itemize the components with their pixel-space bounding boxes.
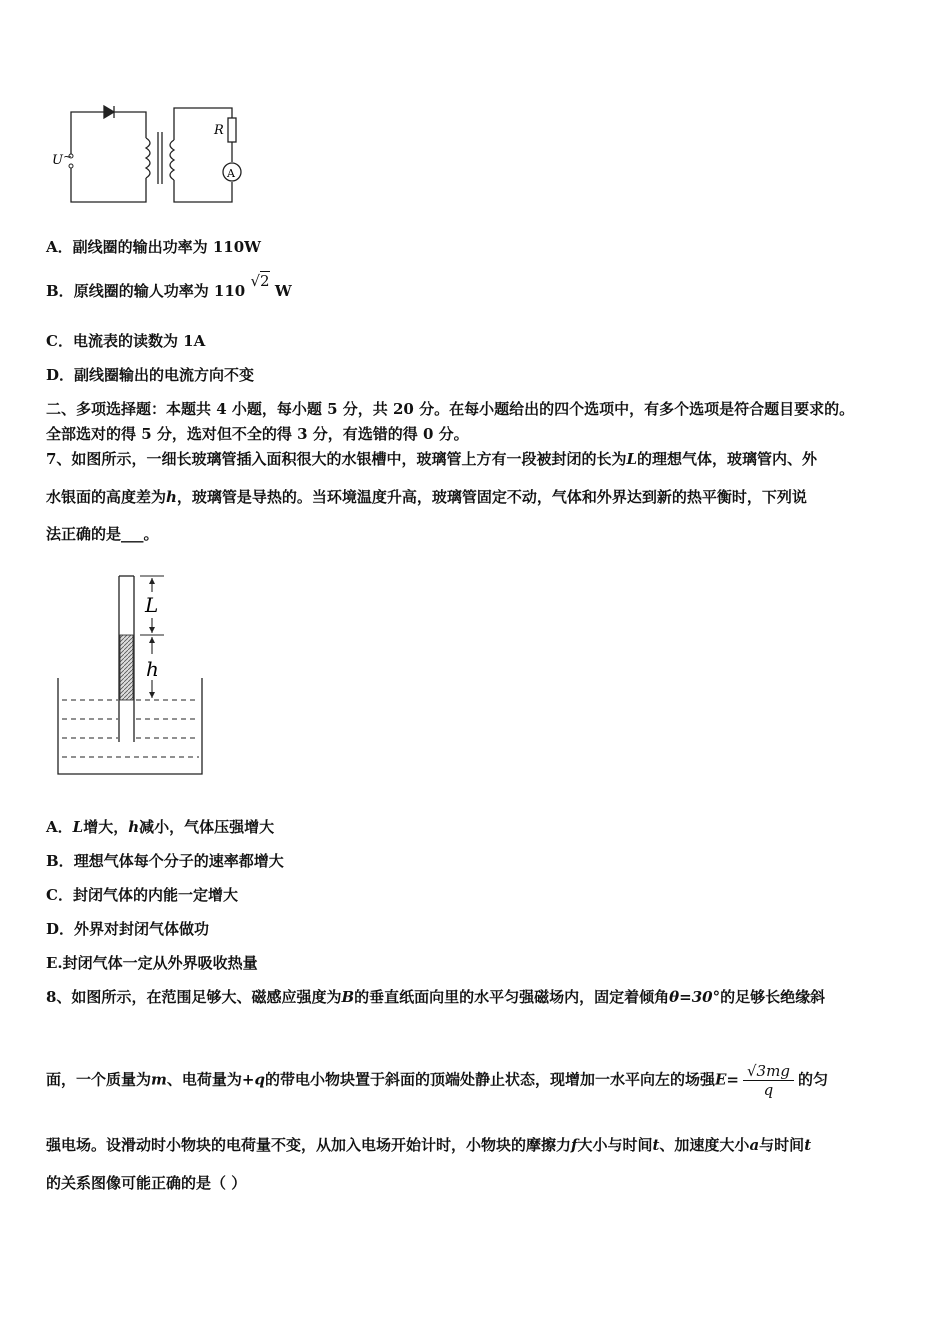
ac-tilde: ~ <box>63 150 73 163</box>
length-label-l: L <box>145 593 159 617</box>
section2-line2: 全部选对的得 5 分，选对但不全的得 3 分，有选错的得 0 分。 <box>46 425 469 443</box>
q6-option-a: A．副线圈的输出功率为 110W <box>46 238 262 256</box>
q7-stem-line2: 水银面的高度差为h，玻璃管是导热的。当环境温度升高，玻璃管固定不动，气体和外界达到新的热平衡时，下列说 <box>46 488 807 506</box>
sqrt-symbol: √2 <box>250 272 270 290</box>
q7-option-a: A．L增大，h减小，气体压强增大 <box>46 818 275 836</box>
q8-stem-line1: 8、如图所示，在范围足够大、磁感应强度为B的垂直纸面向里的水平匀强磁场内，固定着倾角θ=30°的足够长绝缘斜 <box>46 988 826 1006</box>
q6-option-b: B．原线圈的输人功率为 110 √2 W <box>46 272 292 300</box>
q7-option-e: E.封闭气体一定从外界吸收热量 <box>46 954 258 972</box>
voltage-label-u: U <box>52 153 63 168</box>
field-strength-fraction: $\frac{√3mg}{q}$ <box>743 1062 794 1099</box>
q8-stem-line2: 面，一个质量为m、电荷量为+q的带电小物块置于斜面的顶端处静止状态，现增加一水平向左的场强E= $\frac{√3mg}{q}$ 的匀 <box>46 1062 828 1099</box>
resistor-label-r: R <box>214 123 224 138</box>
section2-line1: 二、多项选择题：本题共 4 小题，每小题 5 分，共 20 分。在每小题给出的四个选项中，有多个选项是符合题目要求的。 <box>46 400 855 418</box>
q7-option-b: B．理想气体每个分子的速率都增大 <box>46 852 284 870</box>
q7-option-d: D．外界对封闭气体做功 <box>46 920 210 938</box>
q7-stem-line3: 法正确的是___。 <box>46 525 159 543</box>
q7-stem-line1: 7、如图所示，一细长玻璃管插入面积很大的水银槽中，玻璃管上方有一段被封闭的长为L的理想气体，玻璃管内、外 <box>46 450 818 468</box>
q6-option-d: D．副线圈输出的电流方向不变 <box>46 366 255 384</box>
q8-stem-line3: 强电场。设滑动时小物块的电荷量不变，从加入电场开始计时，小物块的摩擦力f大小与时间t、加速度大小a与时间t <box>46 1136 812 1154</box>
q7-option-c: C．封闭气体的内能一定增大 <box>46 886 238 904</box>
height-label-h: h <box>146 657 159 681</box>
mercury-tube-figure <box>52 570 212 780</box>
ammeter-label-a: A <box>227 167 235 180</box>
q8-stem-line4: 的关系图像可能正确的是（ ） <box>46 1174 247 1192</box>
q6-option-c: C．电流表的读数为 1A <box>46 332 206 350</box>
transformer-circuit-figure <box>46 96 256 216</box>
